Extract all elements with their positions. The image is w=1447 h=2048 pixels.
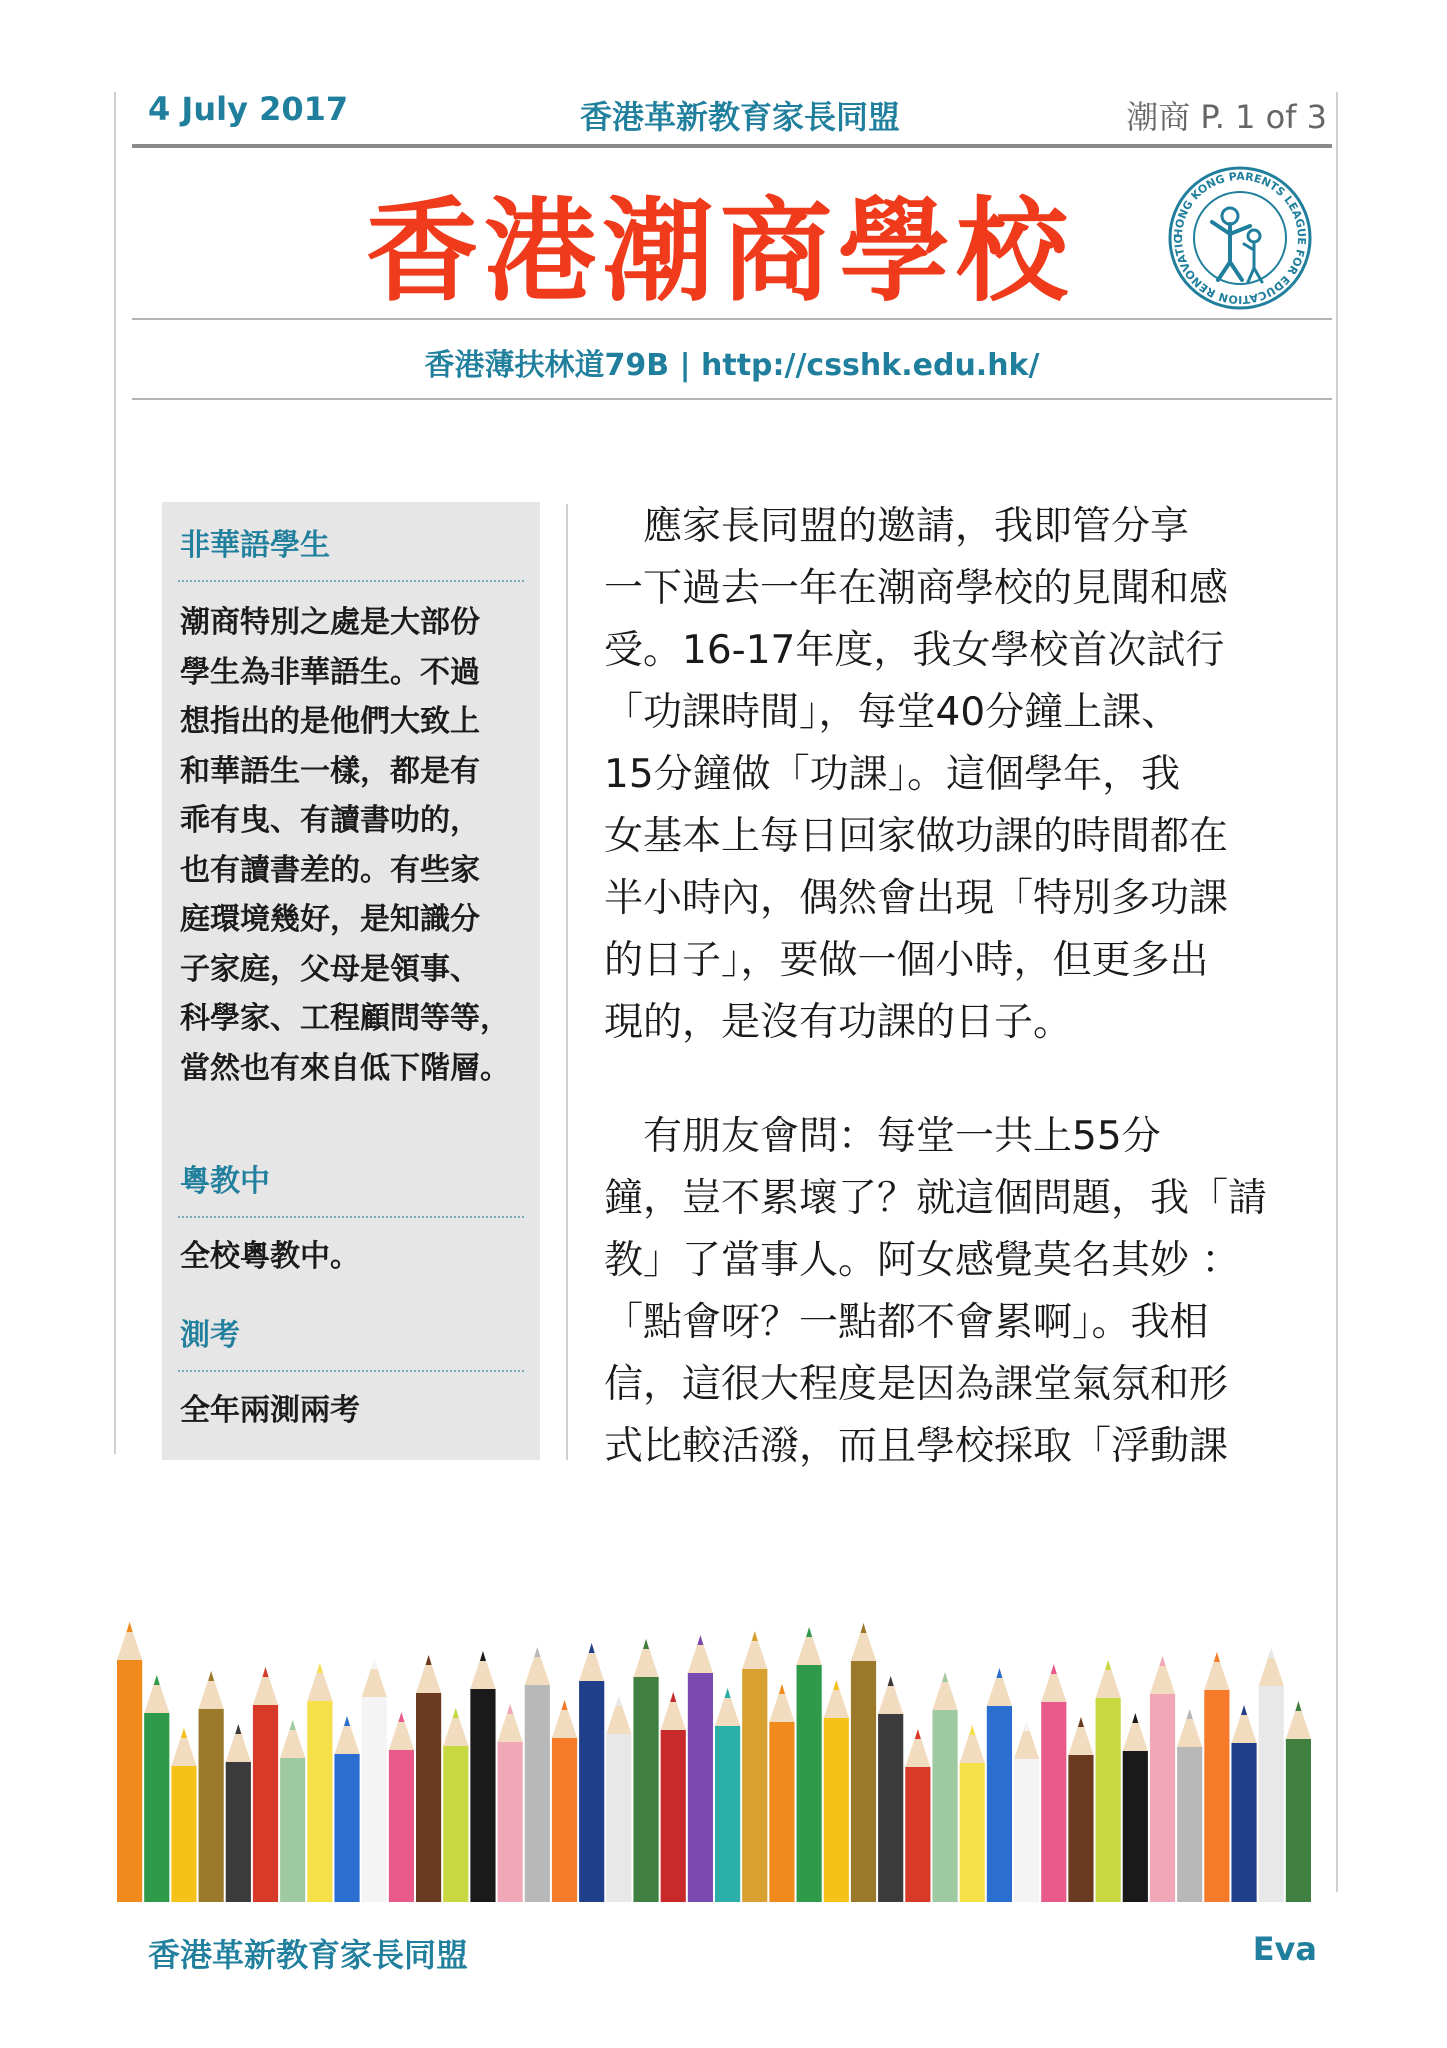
pencil-body: [1041, 1702, 1066, 1902]
pencil-body: [824, 1718, 849, 1902]
pencil-lead: [1214, 1652, 1220, 1662]
pencil-lead: [643, 1639, 649, 1649]
pencil-lead: [589, 1643, 595, 1653]
pencil-body: [905, 1767, 930, 1902]
sidebar-line: 學生為非華語生。不過: [180, 654, 480, 690]
pencil-body: [470, 1689, 495, 1902]
pencil-lead: [1132, 1713, 1138, 1723]
sidebar-line: 全年兩測兩考: [180, 1393, 360, 1428]
pencil-body: [987, 1706, 1012, 1902]
sidebar-dotted-divider: [178, 1216, 524, 1218]
pencil-body: [851, 1661, 876, 1902]
pencil-lead: [1268, 1648, 1274, 1658]
pencil-lead: [752, 1631, 758, 1641]
header-date: 4 July 2017: [148, 90, 349, 128]
pencil-body: [1096, 1698, 1121, 1902]
pencil-lead: [1105, 1660, 1111, 1670]
sidebar-text-assessment: [180, 1386, 525, 1436]
pencil-lead: [127, 1622, 133, 1632]
pencil-lead: [507, 1704, 513, 1714]
pencil-lead: [697, 1635, 703, 1645]
article-paragraph-1: [604, 496, 1312, 1054]
pencil-lead: [779, 1684, 785, 1694]
pencil-body: [389, 1750, 414, 1902]
column-divider: [566, 504, 568, 1460]
sidebar-heading-cantonese: 粵教中: [180, 1164, 270, 1199]
article-line: 信，這很大程度是因為課堂氣氛和形: [604, 1362, 1229, 1407]
pencil-body: [1014, 1759, 1039, 1902]
pencil-body: [688, 1673, 713, 1902]
pencil-body: [797, 1665, 822, 1902]
pencil-body: [171, 1766, 196, 1902]
sidebar-heading-non-chinese: 非華語學生: [180, 528, 330, 563]
sidebar-line: 當然也有來自低下階層。: [180, 1050, 510, 1086]
pencil-body: [1286, 1739, 1311, 1902]
pencil-body: [226, 1762, 251, 1902]
article-line: 教」了當事人。阿女感覺莫名其妙 ：: [604, 1238, 1241, 1283]
pencil-lead: [1295, 1701, 1301, 1711]
pencil-body: [960, 1763, 985, 1902]
pencil-lead: [235, 1724, 241, 1734]
pencil-body: [579, 1681, 604, 1902]
article-line: 現的，是沒有功課的日子。: [604, 1000, 1073, 1045]
pencil-body: [633, 1677, 658, 1902]
pencil-body: [769, 1722, 794, 1902]
sidebar-dotted-divider: [178, 1370, 524, 1372]
pencil-body: [199, 1709, 224, 1902]
pencil-lead: [290, 1720, 296, 1730]
logo-ring-text: HONG KONG PARENTS LEAGUE FOR EDUCATION RENOVATIO: [1171, 169, 1309, 307]
pencil-lead: [344, 1716, 350, 1726]
pencil-lead: [806, 1627, 812, 1637]
pencil-lead: [833, 1680, 839, 1690]
article-paragraph-2: [604, 1106, 1312, 1478]
sidebar-line: 子家庭，父母是領事、: [180, 951, 480, 987]
pencil-lead: [1051, 1664, 1057, 1674]
pencil-lead: [263, 1667, 269, 1677]
pencil-lead: [616, 1696, 622, 1706]
pencil-lead: [208, 1671, 214, 1681]
pencil-lead: [670, 1692, 676, 1702]
article-line: 應家長同盟的邀請，我即管分享: [604, 504, 1190, 549]
sidebar-line: 全校粵教中。: [180, 1239, 360, 1274]
sidebar-line: 乖有曳、有讀書叻的，: [180, 803, 480, 838]
pencil-lead: [996, 1668, 1002, 1678]
pencil-lead: [453, 1708, 459, 1718]
pencil-lead: [181, 1728, 187, 1738]
pencil-lead: [861, 1623, 867, 1633]
sidebar-line: 也有讀書差的。有些家: [180, 852, 480, 888]
pencil-lead: [1187, 1709, 1193, 1719]
pencil-lead: [562, 1700, 568, 1710]
pencil-lead: [154, 1675, 160, 1685]
pencil-body: [1123, 1751, 1148, 1902]
title-bottom-rule: [132, 318, 1332, 320]
pencil-lead: [969, 1725, 975, 1735]
sidebar-line: 潮商特別之處是大部份: [180, 605, 480, 640]
address-bottom-rule: [132, 398, 1332, 400]
sidebar-line: 科學家、工程顧問等等，: [180, 1001, 510, 1036]
pencil-body: [715, 1726, 740, 1902]
sidebar-line: 想指出的是他們大致上: [180, 704, 480, 739]
school-address-line: 香港薄扶林道79B | http://csshk.edu.hk/: [424, 348, 1040, 383]
pencil-body: [334, 1754, 359, 1902]
pencil-lead: [1078, 1717, 1084, 1727]
sidebar-text-cantonese: [180, 1232, 525, 1282]
footer-author: Eva: [1252, 1930, 1317, 1968]
pencil-body: [932, 1710, 957, 1902]
pencil-body: [362, 1697, 387, 1902]
article-line: 「功課時間」，每堂40分鐘上課、: [604, 690, 1181, 735]
colored-pencils-illustration: [116, 1612, 1312, 1902]
page-indicator: 潮商 P. 1 of 3: [1126, 98, 1327, 136]
page-frame-left: [114, 92, 116, 1454]
pencil-lead: [1241, 1705, 1247, 1715]
pencil-body: [443, 1746, 468, 1902]
pencil-body: [498, 1742, 523, 1902]
pencil-lead: [426, 1655, 432, 1665]
article-line: 鐘，豈不累壞了？就這個問題，我「請: [604, 1176, 1268, 1221]
pencil-body: [1177, 1747, 1202, 1902]
pencil-body: [253, 1705, 278, 1902]
pencil-body: [525, 1685, 550, 1902]
article-line: 式比較活潑，而且學校採取「浮動課: [604, 1424, 1229, 1469]
pencil-body: [742, 1669, 767, 1902]
pencil-lead: [398, 1712, 404, 1722]
pencil-lead: [725, 1688, 731, 1698]
pencil-body: [878, 1714, 903, 1902]
pencil-lead: [942, 1672, 948, 1682]
sidebar-text-non-chinese: [180, 598, 525, 1093]
article-line: 女基本上每日回家做功課的時間都在: [604, 814, 1229, 859]
pencil-lead: [480, 1651, 486, 1661]
pencil-lead: [915, 1729, 921, 1739]
header-rule: [132, 144, 1332, 148]
pencil-body: [1204, 1690, 1229, 1902]
pencil-lead: [1024, 1721, 1030, 1731]
pencil-body: [1259, 1686, 1284, 1902]
sidebar-line: 和華語生一樣，都是有: [180, 753, 480, 789]
pencil-body: [416, 1693, 441, 1902]
page-frame-right: [1336, 92, 1338, 1892]
pencil-lead: [888, 1676, 894, 1686]
article-line: 「點會呀？一點都不會累啊」。我相: [604, 1300, 1209, 1345]
pencil-body: [606, 1734, 631, 1902]
pencil-body: [307, 1701, 332, 1902]
pencil-lead: [534, 1647, 540, 1657]
header-organization: 香港革新教育家長同盟: [579, 98, 900, 136]
article-line: 半小時內，偶然會出現「特別多功課: [604, 876, 1229, 921]
pencil-body: [280, 1758, 305, 1902]
footer-organization: 香港革新教育家長同盟: [148, 1936, 469, 1974]
page-title: 香港潮商學校: [366, 187, 1074, 317]
sidebar-line: 庭環境幾好，是知識分: [180, 902, 480, 937]
pencil-lead: [317, 1663, 323, 1673]
pencil-body: [117, 1660, 142, 1902]
parents-league-logo-icon: [1166, 164, 1314, 312]
pencil-lead: [1160, 1656, 1166, 1666]
pencil-body: [1150, 1694, 1175, 1902]
pencil-body: [1068, 1755, 1093, 1902]
pencil-lead: [371, 1659, 377, 1669]
sidebar-panel: [162, 502, 540, 1460]
article-line: 的日子」，要做一個小時，但更多出: [604, 938, 1209, 983]
pencil-body: [144, 1713, 169, 1902]
article-line: 一下過去一年在潮商學校的見聞和感: [604, 566, 1229, 611]
article-line: 15分鐘做「功課」。這個學年，我: [604, 752, 1181, 797]
pencil-body: [1231, 1743, 1256, 1902]
sidebar-dotted-divider: [178, 580, 524, 582]
pencil-body: [661, 1730, 686, 1902]
article-line: 有朋友會問：每堂一共上55分: [604, 1114, 1161, 1159]
pencil-body: [552, 1738, 577, 1902]
article-line: 受。16-17年度，我女學校首次試行: [604, 628, 1225, 673]
sidebar-heading-assessment: 測考: [180, 1318, 240, 1353]
